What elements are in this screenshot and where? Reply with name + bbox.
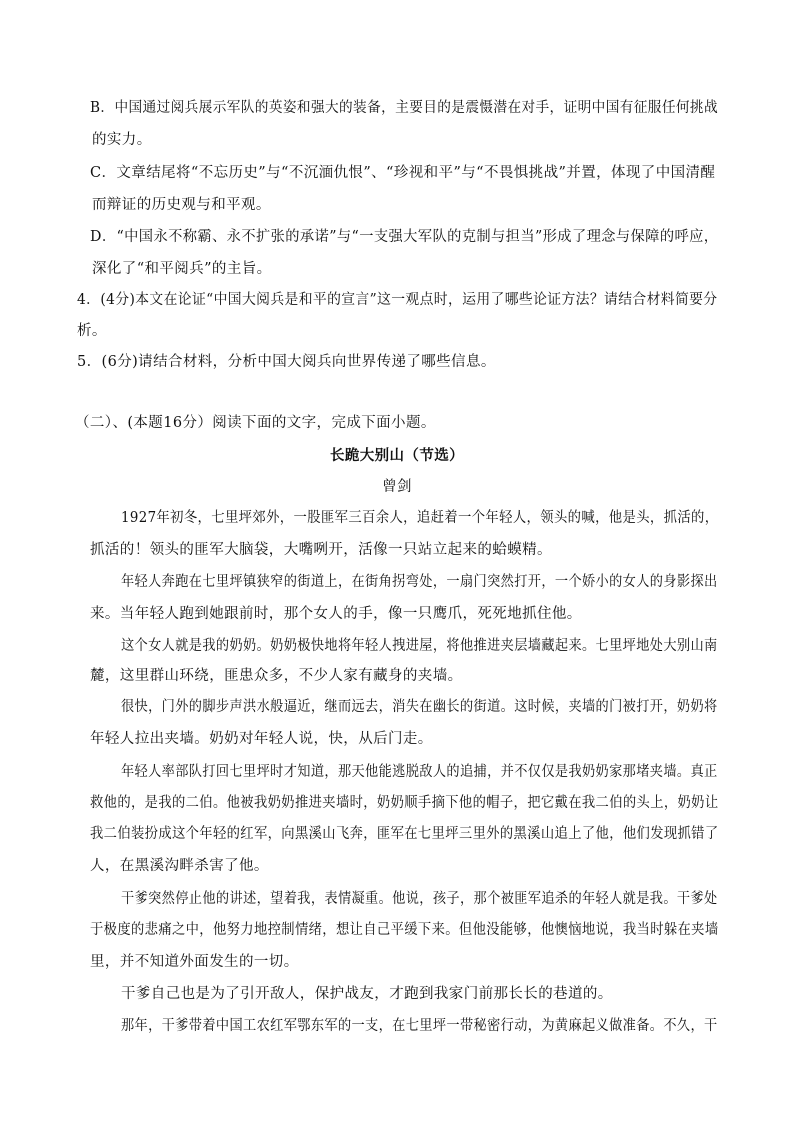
paragraph-5-line-2: 救他的，是我的二伯。他被我奶奶推进夹墙时，奶奶顺手摘下他的帽子，把它戴在我二伯的头上，奶奶让 bbox=[90, 795, 719, 811]
question-5: 5．(6分)请结合材料，分析中国大阅兵向世界传递了哪些信息。 bbox=[77, 354, 496, 370]
paragraph-4-line-2: 年轻人拉出夹墙。奶奶对年轻人说，快，从后门走。 bbox=[90, 731, 433, 747]
paragraph-6-line-3: 里，并不知道外面发生的一切。 bbox=[90, 954, 299, 970]
paragraph-5-line-4: 人，在黑溪沟畔杀害了他。 bbox=[90, 858, 269, 874]
paragraph-6-line-1: 干爹突然停止他的讲述，望着我，表情凝重。他说，孩子，那个被匪军追杀的年轻人就是我。干爹处 bbox=[121, 891, 718, 907]
paragraph-8-line-1: 那年，干爹带着中国工农红军鄂东军的一支，在七里坪一带秘密行动，为黄麻起义做准备。不久，干 bbox=[121, 1018, 718, 1034]
paragraph-3-line-1: 这个女人就是我的奶奶。奶奶极快地将年轻人拽进屋，将他推进夹层墙藏起来。七里坪地处大别山南 bbox=[121, 638, 718, 654]
paragraph-1-line-2: 抓活的！领头的匪军大脑袋，大嘴咧开，活像一只站立起来的蛤蟆精。 bbox=[90, 542, 552, 558]
article-author: 曾剑 bbox=[382, 479, 412, 495]
paragraph-2-line-1: 年轻人奔跑在七里坪镇狭窄的街道上，在街角拐弯处，一扇门突然打开，一个娇小的女人的身影探出 bbox=[121, 574, 718, 590]
question-4-line-2: 析。 bbox=[77, 323, 107, 339]
paragraph-6-line-2: 于极度的悲痛之中，他努力地控制情绪，想让自己平缓下来。但他没能够，他懊恼地说，我当时躲在夹墙 bbox=[90, 922, 719, 938]
option-b-line-2: 的实力。 bbox=[92, 132, 152, 148]
paragraph-7-line-1: 干爹自己也是为了引开敌人，保护战友，才跑到我家门前那长长的巷道的。 bbox=[121, 986, 613, 1002]
option-c-line-1: C．文章结尾将“不忘历史”与“不沉湎仇恨”、“珍视和平”与“不畏惧挑战”并置，体现了中国清醒 bbox=[90, 165, 716, 181]
section-heading: （二）、(本题16分）阅读下面的文字，完成下面小题。 bbox=[75, 415, 436, 431]
option-d-line-1: D．“中国永不称霸、永不扩张的承诺”与“一支强大军队的克制与担当”形成了理念与保障的呼应， bbox=[90, 229, 719, 245]
paragraph-2-line-2: 来。当年轻人跑到她跟前时，那个女人的手，像一只鹰爪，死死地抓住他。 bbox=[90, 606, 582, 622]
paragraph-1-line-1: 1927年初冬，七里坪郊外，一股匪军三百余人，追赶着一个年轻人，领头的喊，他是头，抓活的， bbox=[121, 510, 719, 526]
paragraph-4-line-1: 很快，门外的脚步声洪水般逼近，继而远去，消失在幽长的街道。这时候，夹墙的门被打开，奶奶将 bbox=[121, 699, 718, 715]
option-b-line-1: B．中国通过阅兵展示军队的英姿和强大的装备，主要目的是震慑潜在对手，证明中国有征服任何挑战 bbox=[90, 100, 718, 116]
option-c-line-2: 而辩证的历史观与和平观。 bbox=[92, 197, 271, 213]
option-d-line-2: 深化了“和平阅兵”的主旨。 bbox=[92, 261, 272, 277]
paragraph-3-line-2: 麓，这里群山环绕，匪患众多，不少人家有藏身的夹墙。 bbox=[90, 668, 463, 684]
paragraph-5-line-3: 我二伯装扮成这个年轻的红军，向黑溪山飞奔，匪军在七里坪三里外的黑溪山追上了他，他们发现抓错了 bbox=[90, 826, 719, 842]
question-4-line-1: 4．(4分)本文在论证“中国大阅兵是和平的宣言”这一观点时，运用了哪些论证方法？请结合材料简要分 bbox=[77, 292, 718, 308]
paragraph-5-line-1: 年轻人率部队打回七里坪时才知道，那天他能逃脱敌人的追捕，并不仅仅是我奶奶家那堵夹墙。真正 bbox=[121, 764, 718, 780]
article-title: 长跪大别山（节选） bbox=[329, 447, 465, 464]
